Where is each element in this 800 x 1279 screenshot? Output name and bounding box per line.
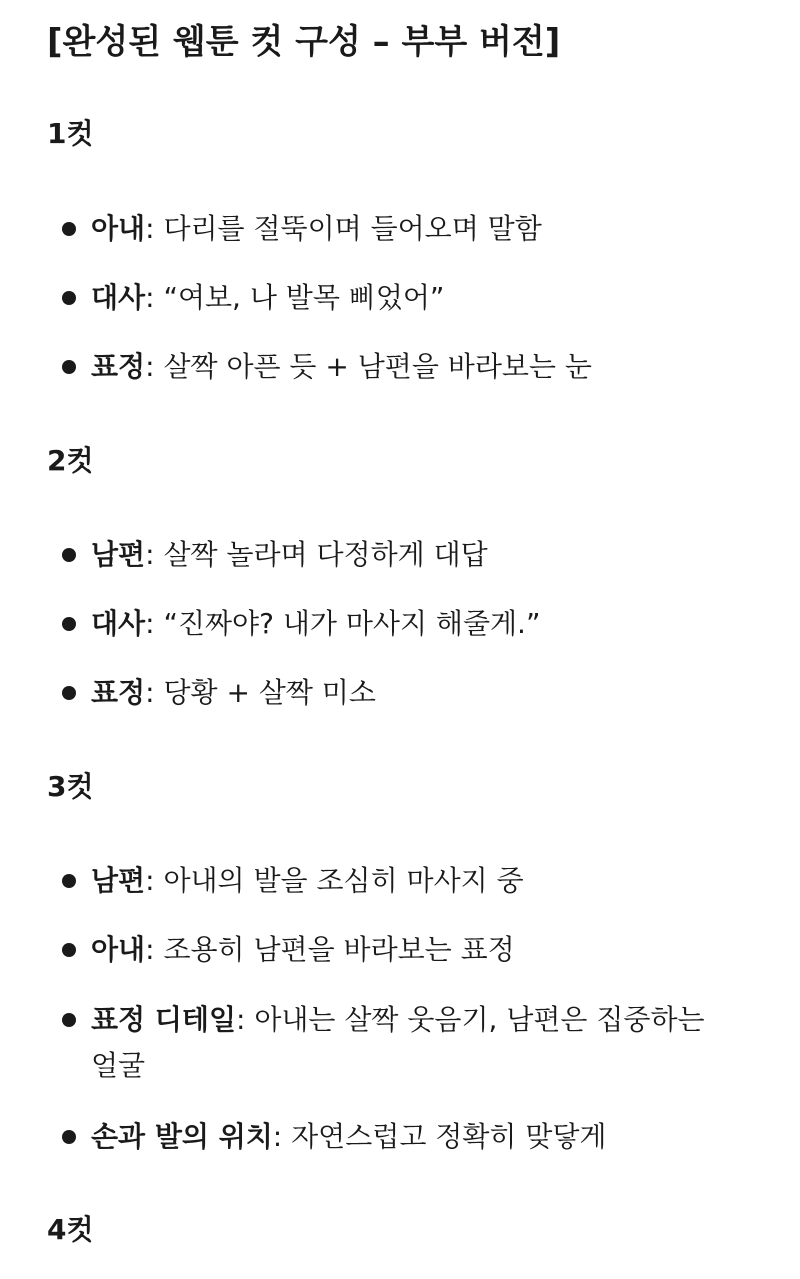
list-item-text xyxy=(91,670,731,716)
list-item-body: : 살짝 놀라며 다정하게 대답 xyxy=(145,538,488,571)
list-item-body: : 살짝 아픈 듯 + 남편을 바라보는 눈 xyxy=(145,350,592,383)
bullet-dot xyxy=(62,1013,76,1027)
list-item-text xyxy=(91,344,731,390)
bullet-dot xyxy=(62,874,76,888)
list-item-label: 남편 xyxy=(91,538,146,571)
list-item-body: : 조용히 남편을 바라보는 표정 xyxy=(145,933,515,966)
list-item-label: 대사 xyxy=(91,607,146,640)
bullet-dot xyxy=(62,1130,76,1144)
list-item-text xyxy=(91,1114,731,1160)
cut-heading-2: 2컷 xyxy=(47,444,94,477)
cut-heading-4: 4컷 xyxy=(47,1213,94,1246)
list-item-body: : 아내의 발을 조심히 마사지 중 xyxy=(145,864,524,897)
list-item-body: : 아내는 살짝 웃음기, 남편은 집중하는 얼굴 xyxy=(91,1003,705,1082)
list-item-body: : 당황 + 살짝 미소 xyxy=(145,676,376,709)
list-item-label: 표정 디테일 xyxy=(91,1003,236,1036)
list-item-text xyxy=(91,997,716,1089)
list-item-label: 손과 발의 위치 xyxy=(91,1120,273,1153)
list-item-text xyxy=(91,858,731,904)
bullet-dot xyxy=(62,943,76,957)
bullet-dot xyxy=(62,686,76,700)
list-item-label: 남편 xyxy=(91,864,146,897)
list-item-text xyxy=(91,275,731,321)
bullet-dot xyxy=(62,360,76,374)
list-item-body: : “여보, 나 발목 삐었어” xyxy=(145,281,445,314)
list-item-text xyxy=(91,532,731,578)
list-item-label: 아내 xyxy=(91,212,146,245)
cut-heading-3: 3컷 xyxy=(47,770,94,803)
bullet-dot xyxy=(62,617,76,631)
cut-heading-1: 1컷 xyxy=(47,117,94,150)
bullet-dot xyxy=(62,291,76,305)
list-item-label: 아내 xyxy=(91,933,146,966)
list-item-label: 표정 xyxy=(91,676,146,709)
list-item-body: : 다리를 절뚝이며 들어오며 말함 xyxy=(145,212,542,245)
document-title: [완성된 웹툰 컷 구성 – 부부 버전] xyxy=(47,22,561,62)
bullet-dot xyxy=(62,222,76,236)
list-item-body: : 자연스럽고 정확히 맞닿게 xyxy=(272,1120,607,1153)
list-item-label: 대사 xyxy=(91,281,146,314)
list-item-text xyxy=(91,601,731,647)
list-item-body: : “진짜야? 내가 마사지 해줄게.” xyxy=(145,607,541,640)
bullet-dot xyxy=(62,548,76,562)
list-item-text xyxy=(91,927,731,973)
list-item-text xyxy=(91,206,731,252)
list-item-label: 표정 xyxy=(91,350,146,383)
